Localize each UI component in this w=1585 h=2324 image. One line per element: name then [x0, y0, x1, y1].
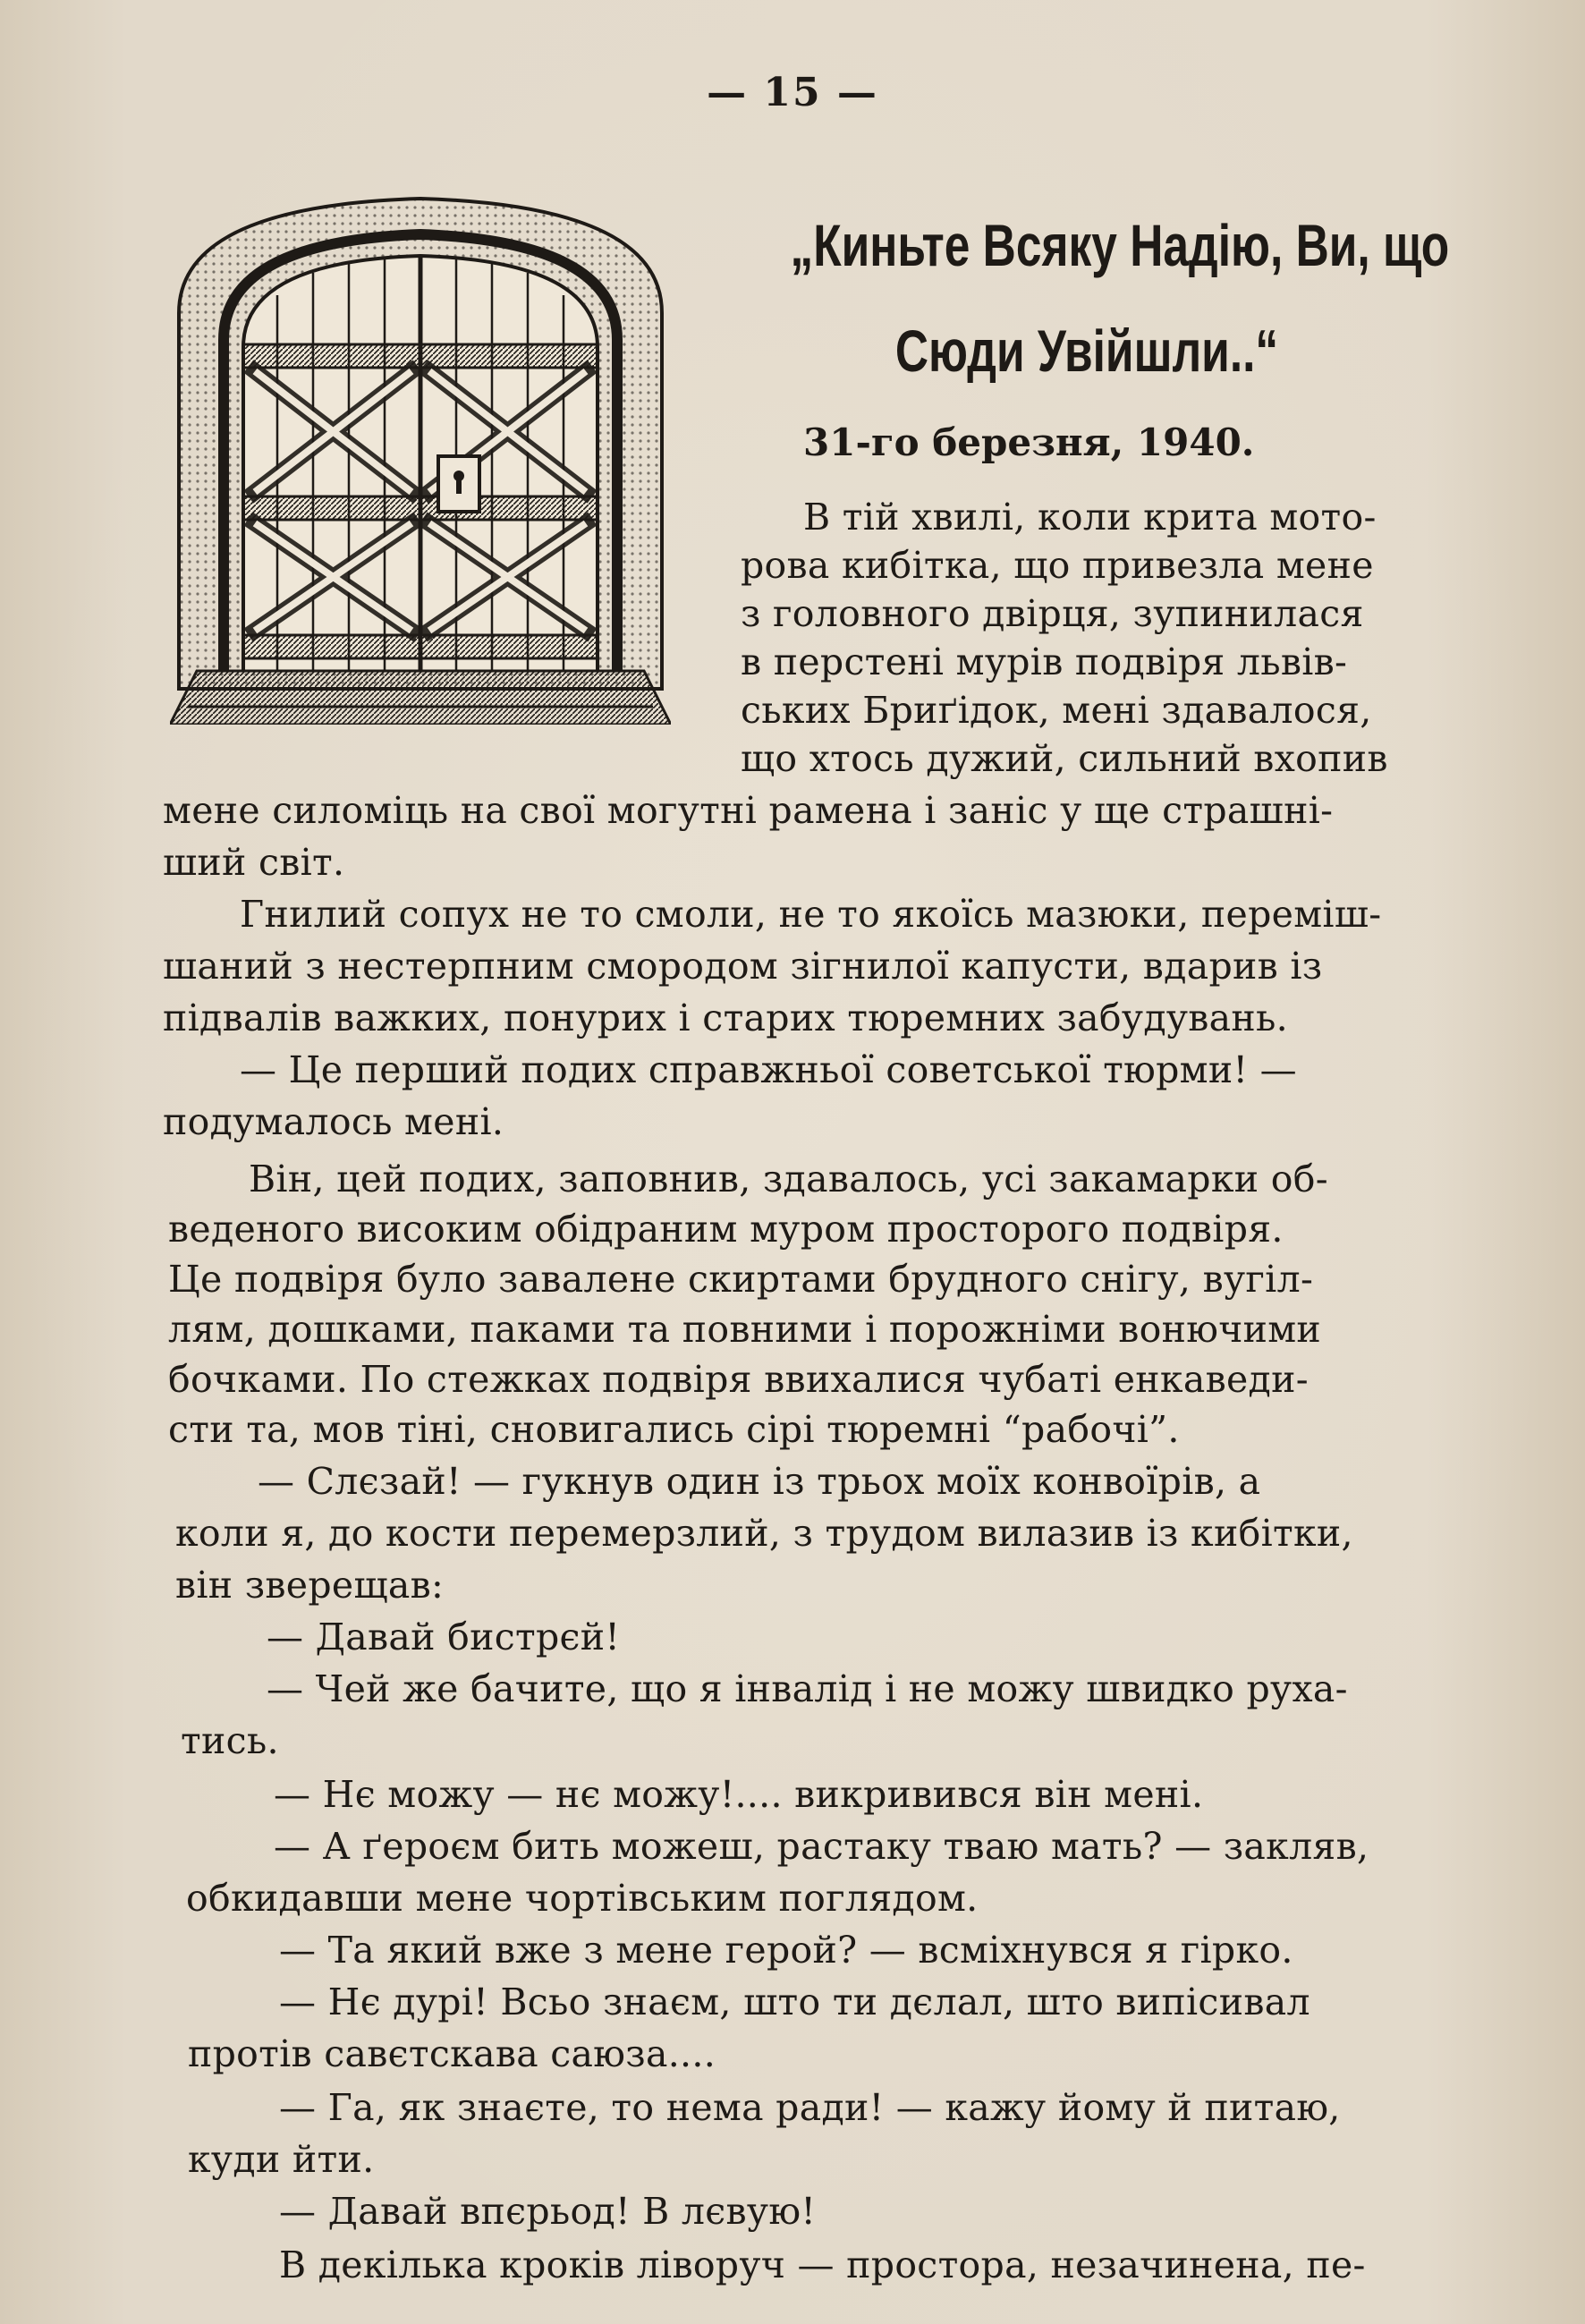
text-line: — Давай впєрьод! В лєвую! — [279, 2190, 817, 2233]
text-line: в перстені мурів подвіря львів- — [741, 640, 1348, 683]
text-line: протів савєтскава саюза.... — [188, 2032, 716, 2075]
chapter-title-line: „Киньте Всяку Надію, Ви, що — [790, 212, 1450, 278]
chapter-title-line: Сюди Увійшли..“ — [894, 318, 1279, 384]
chapter-title — [790, 192, 1450, 403]
prison-gate-illustration — [170, 188, 671, 725]
text-line: що хтось дужий, сильний вхопив — [741, 737, 1388, 780]
text-line: — Це перший подих справжньої советської тюрми! — — [240, 1048, 1297, 1091]
text-line: тись. — [181, 1719, 279, 1762]
text-line: Він, цей подих, заповнив, здавалось, усі закамарки об- — [249, 1158, 1328, 1200]
text-line: підвалів важких, понурих і старих тюремних забудувань. — [163, 997, 1288, 1039]
text-line: шаний з нестерпним смородом зігнилої капусти, вдарив із — [163, 945, 1323, 988]
text-line: ший світ. — [163, 841, 345, 884]
text-line: — Га, як знаєте, то нема ради! — кажу йому й питаю, — [279, 2086, 1341, 2129]
text-line: з головного двірця, зупинилася — [741, 592, 1364, 635]
text-line: подумалось мені. — [163, 1100, 504, 1143]
text-line: бочками. По стежках подвіря ввихалися чубаті енкаведи- — [168, 1358, 1309, 1401]
text-line: — Слєзай! — гукнув один із трьох моїх конвоїрів, а — [258, 1460, 1261, 1503]
text-line: — Чей же бачите, що я інвалід і не можу швидко руха- — [267, 1667, 1348, 1710]
text-line: він зверещав: — [175, 1564, 445, 1607]
text-line: Гнилий сопух не то смоли, не то якоїсь мазюки, переміш- — [240, 893, 1382, 936]
text-line: веденого високим обідраним муром просторого подвіря. — [168, 1208, 1284, 1251]
entry-date: 31-го березня, 1940. — [803, 420, 1255, 464]
text-line: мене силоміць на свої могутні рамена і заніс у ще страшні- — [163, 789, 1334, 832]
text-line: коли я, до кости перемерзлий, з трудом вилазив із кибітки, — [175, 1512, 1353, 1555]
text-line: ських Бриґідок, мені здавалося, — [741, 689, 1372, 732]
text-line: Це подвіря було завалене скиртами брудного снігу, вугіл- — [168, 1258, 1314, 1301]
text-line: обкидавши мене чортівським поглядом. — [186, 1877, 979, 1920]
page-number: — 15 — — [707, 70, 878, 115]
text-line: В декілька кроків ліворуч — простора, незачинена, пе- — [279, 2243, 1366, 2286]
text-line: лям, дошками, паками та повними і порожніми вонючими — [168, 1308, 1322, 1351]
text-line: — Нє можу — нє можу!.... викривився він мені. — [274, 1773, 1204, 1816]
text-line: — А ґероєм бить можеш, растаку тваю мать? — закляв, — [274, 1825, 1369, 1868]
text-line: сти та, мов тіні, сновигались сірі тюремні “рабочі”. — [168, 1408, 1180, 1451]
text-line: — Давай бистрєй! — [267, 1616, 621, 1658]
text-line: рова кибітка, що привезла мене — [741, 544, 1374, 587]
text-line: В тій хвилі, коли крита мото- — [803, 496, 1377, 539]
text-line: — Нє дурі! Всьо знаєм, што ти дєлал, што випісивал — [279, 1980, 1310, 2023]
text-line: — Та який вже з мене герой? — всміхнувся я гірко. — [279, 1929, 1293, 1972]
text-line: куди йти. — [188, 2138, 375, 2181]
